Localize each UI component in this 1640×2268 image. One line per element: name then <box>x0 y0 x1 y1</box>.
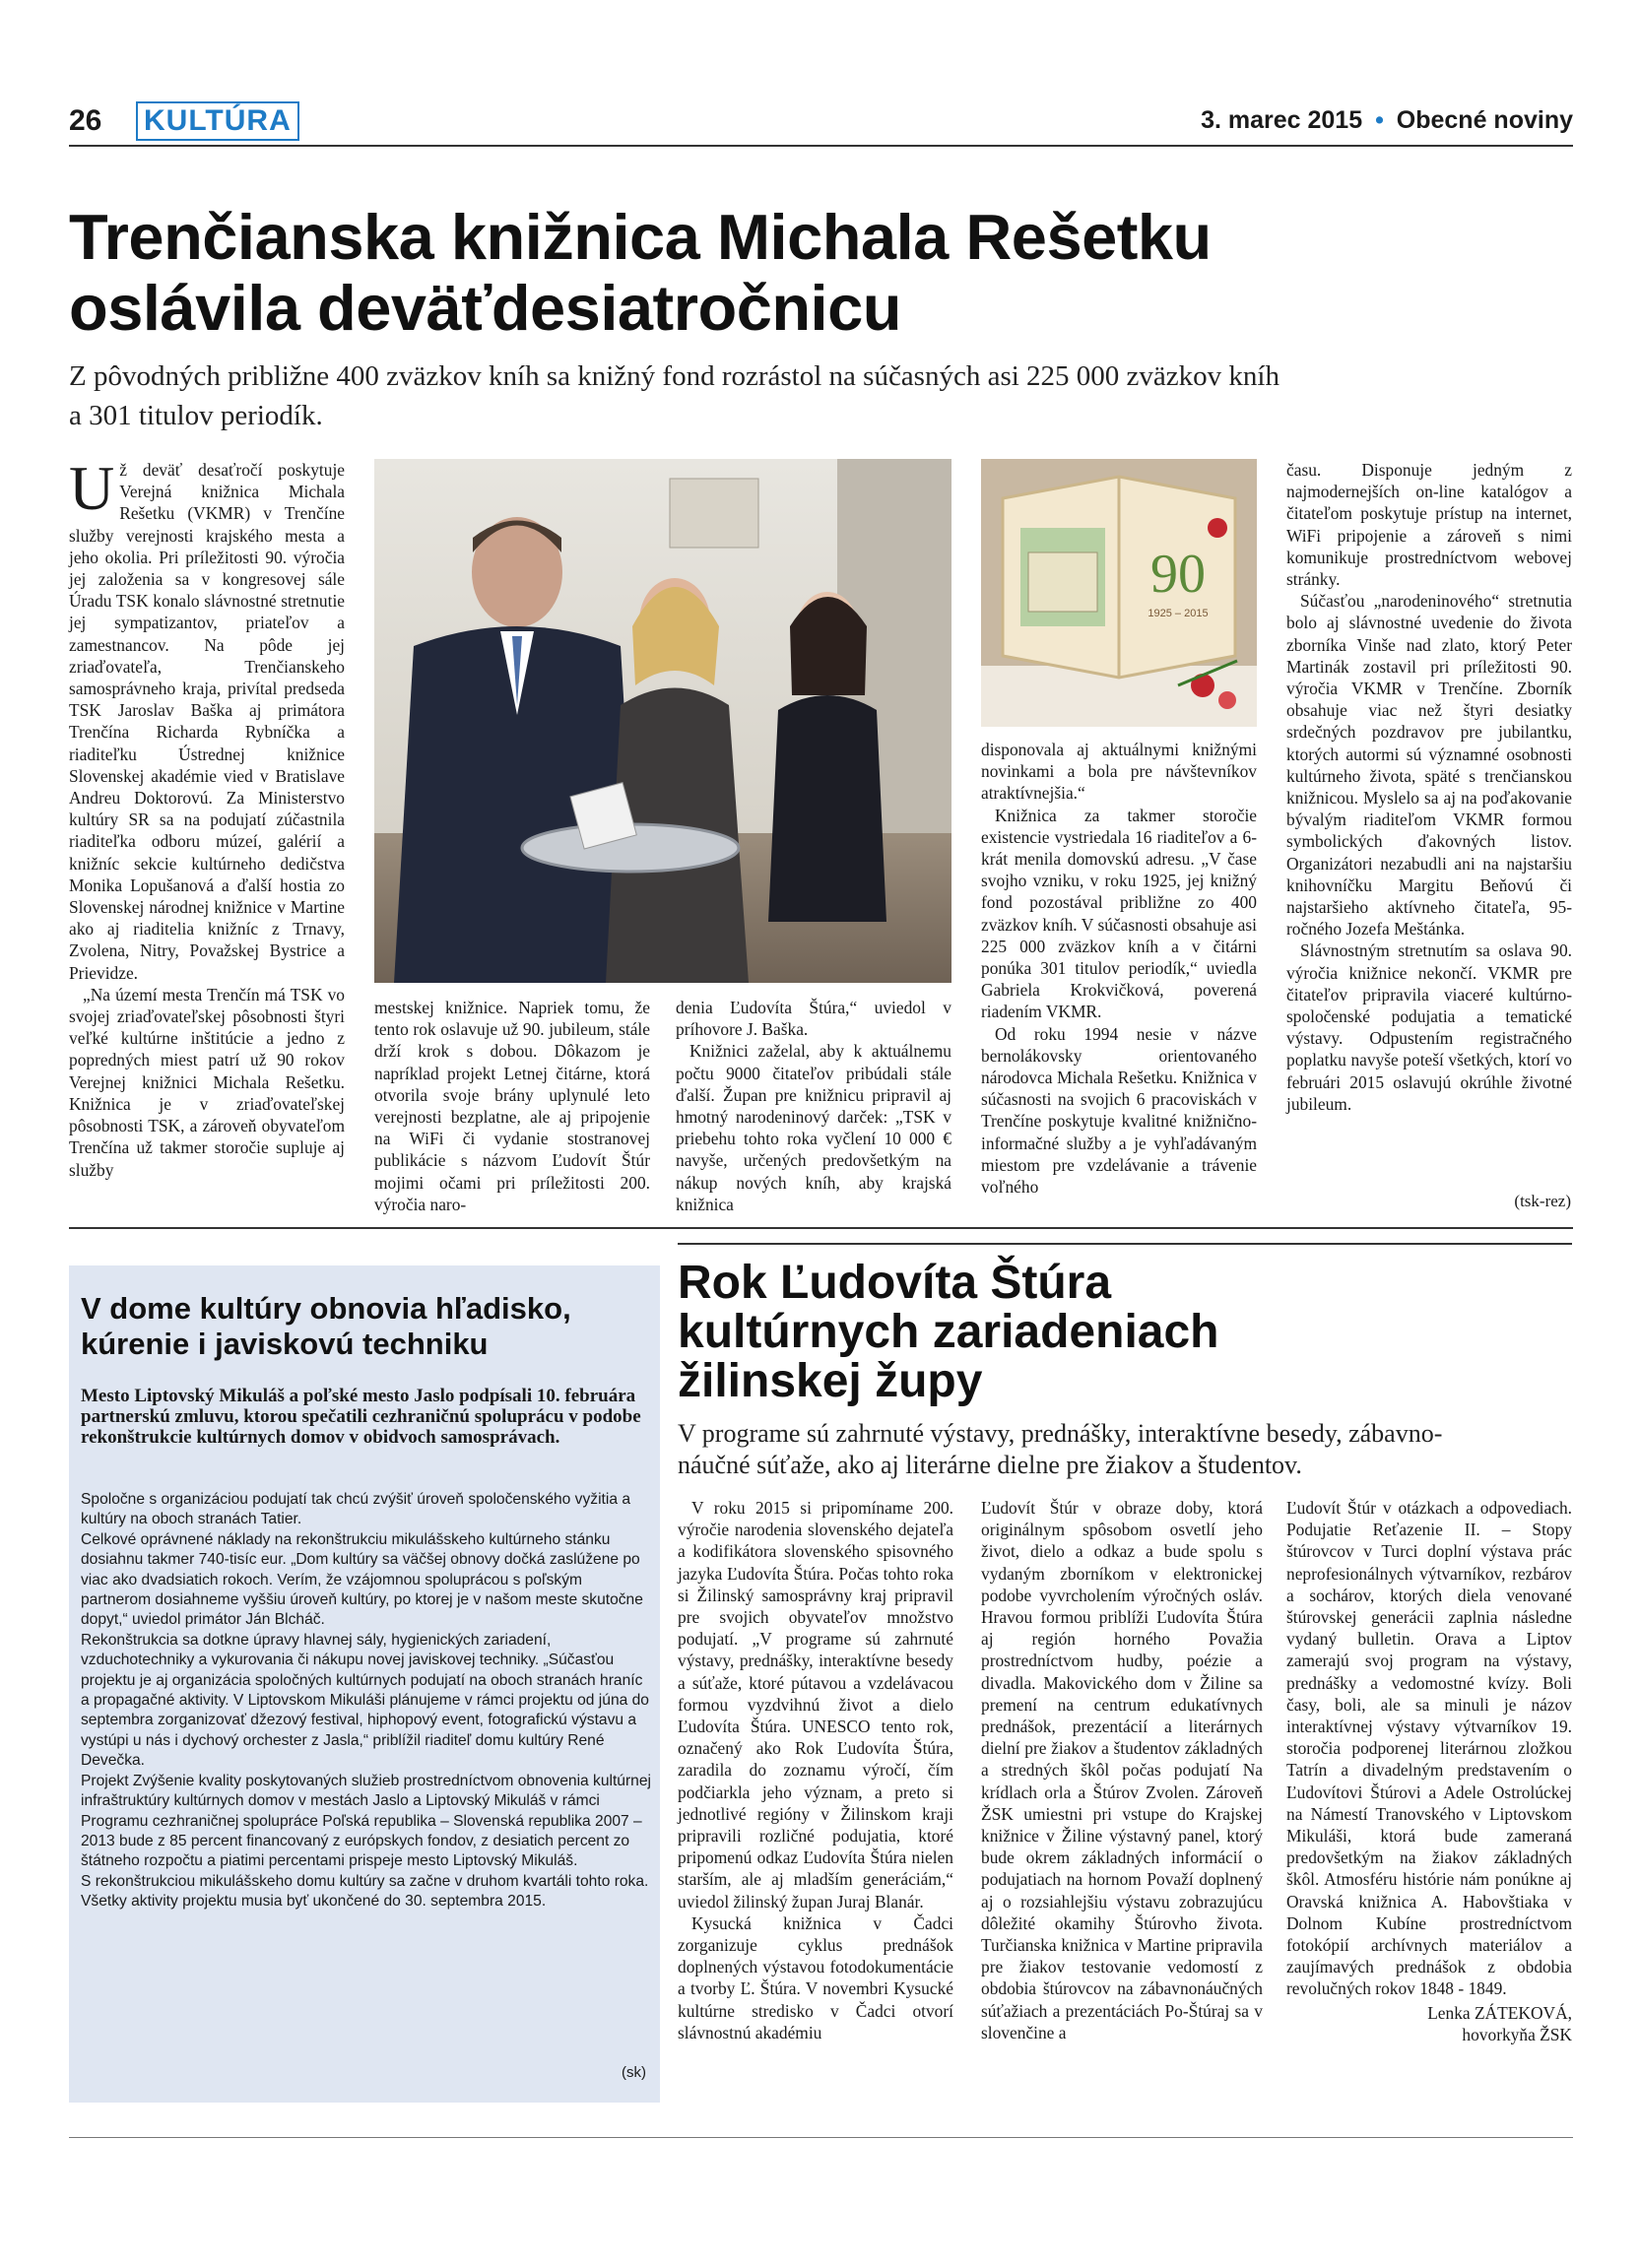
masthead-info <box>1201 106 1573 135</box>
signature-name: Lenka ZÁTEKOVÁ, <box>1427 2002 1572 2023</box>
cake-photo <box>981 459 1257 727</box>
box-article <box>69 1265 660 2103</box>
second-article-column-3 <box>1286 1497 1572 2045</box>
box-article-lead: Mesto Liptovský Mikuláš a poľské mesto Jaslo podpísali 10. februára partnerskú zmluvu, ktorou spečatili cezhraničnú spoluprácu v podobe rekonštrukcie kultúrnych domov v obidvoch samosprávach. <box>81 1386 641 1448</box>
second-title-line-2: kultúrnych zariadeniach <box>678 1306 1219 1358</box>
main-article-signature: (tsk-rez) <box>1514 1192 1571 1210</box>
main-article-column-2 <box>374 997 650 1215</box>
paragraph: Od roku 1994 nesie v názve bernolákovsky orientovaného národovca Michala Rešetku. Knižnica v súčasnosti na svojich 6 pracoviskách v Trenčíne poskytuje kvalitné knižnično-informačné služby a je vyhľadávaným miestom pre vzdelávanie a trávenie voľného <box>981 1023 1257 1198</box>
paragraph: mestskej knižnice. Napriek tomu, že tento rok oslavuje už 90. jubileum, stále drží krok s dobou. Dôkazom je napríklad projekt Letnej čitárne, ktorá otvorila svoje brány uplynulé leto verejnosti bezplatne, ale aj pripojenie na WiFi či vydanie stostranovej publikácie s názvom Ľudovít Štúr mojimi očami pri príležitosti 200. výročia naro- <box>374 998 650 1214</box>
publication-name: Obecné noviny <box>1396 106 1573 134</box>
second-article-subtitle <box>678 1418 1572 1481</box>
box-paragraph: Rekonštrukcia sa dotkne úpravy hlavnej sály, hygienických zariadení, vzduchotechniky a vykurovania či nákupu novej javiskovej techniky. „Súčasťou projektu je aj organizácia spoločných kultúrnych podujatí na oboch stranách hraníc a propagačné aktivity. V Liptovskom Mikuláši plánujeme v rámci projektu od júna do septembra zorganizovať džezový festival, hiphopový event, fotografickú výstavu a vystúpi u nás i dychový orchester z Jasla,“ priblížil riaditeľ domu kultúry René Devečka. <box>81 1631 649 1770</box>
main-article-title <box>69 202 1212 344</box>
title-line-1: Trenčianska knižnica Michala Rešetku <box>69 201 1212 273</box>
paragraph: Už deväť desaťročí poskytuje Verejná knižnica Michala Rešetku (VKMR) v Trenčíne služby verejnosti krajského mesta a jeho okolia. Pri príležitosti 90. výročia jej založenia sa v kongresovej sále Úradu TSK konalo slávnostné stretnutie jej sympatizantov, priateľov a zamestnancov. Na pôde jej zriaďovateľa, Trenčianskeho samosprávneho kraja, privítal predseda TSK Jaroslav Baška aj primátora Trenčína Richarda Rybníčka a riaditeľku Ústrednej knižnice Slovenskej akadémie vied v Bratislave Andreu Doktorovú. Za Ministerstvo kultúry SR sa na podujatí zúčastnila riaditeľka odboru múzeí, galérií a knižníc sekcie kultúrneho dedičstva Monika Lopušanová a ďalší hostia zo Slovenskej národnej knižnice v Martine ako aj riaditelia knižníc z Trnavy, Zvolena, Nitry, Považskej Bystrice a Prievidze. <box>69 453 345 983</box>
paragraph: denia Ľudovíta Štúra,“ uviedol v príhovore J. Baška. <box>676 998 951 1040</box>
paragraph: Súčasťou „narodeninového“ stretnutia bolo aj slávnostné uvedenie do života zborníka Vinše nad zlato, ktorý Peter Martinák zostavil pri príležitosti 90. výročia VKMR v Trenčíne. Zborník obsahuje viac než štyri desiatky srdečných pozdravov pre jubilantku, ktorých autormi sú významné osobnosti kultúrneho života, späté s trenčianskou knižnicou. Myslelo sa aj na poďakovanie bývalým riaditeľom VKMR formou symbolických ďakovných listov. Organizátori nezabudli ani na najstaršiu knihovníčku Margitu Beňovú či najstaršieho aktívneho čitateľa, 95-ročného Jozefa Meštánka. <box>1286 591 1572 940</box>
box-title-line-1: V dome kultúry obnovia hľadisko, <box>81 1291 571 1326</box>
article-divider <box>69 1227 1573 1229</box>
main-article-column-3 <box>676 997 951 1215</box>
paragraph: Knižnica za takmer storočie existencie vystriedala 16 riaditeľov a 6-krát menila domovskú adresu. „V čase svojho vzniku, v roku 1925, jej knižný fond pozostával približne zo 400 zväzkov kníh. V súčasnosti obsahuje asi 225 000 zväzkov kníh a v čitárni ponúka 301 titulov periodík,“ uviedla Gabriela Krokvičková, poverená riadením VKMR. <box>981 805 1257 1022</box>
paragraph: disponovala aj aktuálnymi knižnými novinkami a bola pre návštevníkov atraktívnejšia.“ <box>981 740 1257 804</box>
paragraph: Slávnostným stretnutím sa oslava 90. výročia knižnice nekončí. VKMR pre čitateľov pripravila viaceré kultúrno-spoločenské podujatia a tematické výstavy. Odpustením registračného poplatku navyše poteší všetkých, ktorí vo februári 2015 oslavujú okrúhle životné jubileum. <box>1286 940 1572 1114</box>
paragraph: Ľudovít Štúr v obraze doby, ktorá originálnym spôsobom osvetlí jeho život, dielo a odkaz a bude spolu s vydaným zborníkom v elektronickej podobe vyvrcholením výročných osláv. Hravou formou priblíži Ľudovíta Štúra aj región horného Považia prostredníctvom hudby, poézie a divadla. Makovického dom v Žiline sa premení na centrum edukatívnych prednášok, prezentácií a literárnych dielní pre žiakov a študentov základných a stredných škôl počas podujatí Na krídlach orla a Štúrov Zvolen. Zároveň ŽSK umiestni pri vstupe do Krajskej knižnice v Žiline výstavný panel, ktorý bude okrem základných informácií o podujatiach na hornom Považí doplnený aj o rozsiahlejšiu výstavu zobrazujúcu dôležité okamihy Štúrovho života. Turčianska knižnica v Martine pripravila pre žiakov testovanie vedomostí z obdobia štúrovcov na zábavnonáučných súťažiach a prezentáciách Po-Štúraj sa v slovenčine a <box>981 1498 1263 2042</box>
box-article-title <box>81 1291 648 1362</box>
paragraph: času. Disponuje jedným z najmodernejších on-line katalógov a čitateľom poskytuje prístup na internet, WiFi pripojenie a zároveň s nimi komunikuje prostredníctvom webovej stránky. <box>1286 460 1572 590</box>
ceremony-photo <box>374 459 951 983</box>
drop-cap: U <box>69 453 115 523</box>
main-article-column-1 <box>69 453 345 1181</box>
footer-divider <box>69 2137 1573 2138</box>
title-line-2: oslávila deväťdesiatročnicu <box>69 272 901 344</box>
second-title-line-1: Rok Ľudovíta Štúra <box>678 1257 1112 1309</box>
subtitle-line-1: Z pôvodných približne 400 zväzkov kníh sa knižný fond rozrástol na súčasných asi 225 000 zväzkov kníh <box>69 360 1279 392</box>
page-number: 26 <box>69 104 102 137</box>
cake-number: 90 <box>1150 544 1206 605</box>
main-article-column-4 <box>981 739 1257 1198</box>
header-divider <box>69 145 1573 147</box>
section-label: KULTÚRA <box>136 101 299 141</box>
second-article-signature <box>1286 2002 1572 2045</box>
subtitle-line-2: a 301 titulov periodík. <box>69 400 323 431</box>
second-subtitle-line-1: V programe sú zahrnuté výstavy, prednášky, interaktívne besedy, zábavno- <box>678 1419 1443 1448</box>
paragraph: „Na území mesta Trenčín má TSK vo svojej zriaďovateľskej pôsobnosti štyri veľké kultúrne inštitúcie a jedno z popredných miest patrí už 90 rokov Verejnej knižnici Michala Rešetku. Knižnica je v zriaďovateľskej pôsobnosti TSK, a zároveň obyvateľom Trenčína už takmer storočie supluje aj služby <box>69 984 345 1180</box>
paragraph: V roku 2015 si pripomíname 200. výročie narodenia slovenského dejateľa a kodifikátora slovenského spisovného jazyka Ľudovíta Štúra. Počas tohto roka si Žilinský samosprávny kraj pripravil pre svojich obyvateľov množstvo podujatí. „V programe sú zahrnuté výstavy, prednášky, interaktívne besedy a súťaže, ktoré pútavou a vzdelávacou formou vyzdvihnú život a dielo Ľudovíta Štúra. UNESCO tento rok, označený ako Rok Ľudovíta Štúra, zaradila do zoznamu výročí, čím podčiarkla jeho význam, a preto si jednotlivé regióny v Žilinskom kraji pripravili rozličné podujatia, ktoré pripomenú odkaz Ľudovíta Štúra nielen starším, ale aj mladším generáciám,“ uviedol žilinský župan Juraj Blanár. <box>678 1498 953 1912</box>
box-paragraph: Projekt Zvýšenie kvality poskytovaných služieb prostredníctvom obnovenia kultúrnej infraštruktúry kultúrnych domov v mestách Jaslo a Liptovský Mikuláš v rámci Programu cezhraničnej spolupráce Poľská republika – Slovenská republika 2007 – 2013 bude z 85 percent financovaný z európskych fondov, z desiatich percent zo štátneho rozpočtu a piatimi percentami prispeje mesto Liptovský Mikuláš. <box>81 1772 651 1870</box>
second-article-top-rule <box>678 1243 1572 1245</box>
box-signature: (sk) <box>622 2064 646 2081</box>
separator-bullet: • <box>1375 106 1384 134</box>
main-article-subtitle <box>69 356 1279 435</box>
cake-years: 1925 – 2015 <box>1148 608 1209 619</box>
second-title-line-3: žilinskej župy <box>678 1355 983 1407</box>
main-article-column-5 <box>1286 459 1572 1115</box>
second-article-column-2 <box>981 1497 1263 2043</box>
box-paragraph: Spoločne s organizáciou podujatí tak chcú zvýšiť úroveň spoločenského vyžitia a kultúry na oboch stranách Tatier. <box>81 1491 631 1528</box>
box-title-line-2: kúrenie i javiskovú techniku <box>81 1327 489 1361</box>
paragraph: Ľudovít Štúr v otázkach a odpovediach. Podujatie Reťazenie II. – Stopy štúrovcov v Turci doplní výstava prác neprofesionálnych výtvarníkov, rezbárov a sochárov, ktorých diela venované štúrovskej generácii zaplnia následne vydaný bulletin. Orava a Liptov zamerajú svoj program na výstavy, prednášky a vedomostné kvízy. Boli časy, boli, ale sa minuli je názov interaktívnej výstavy výtvarníkov 19. storočia podporenej literárnou zložkou Tatrín a divadelným predstavením o Ľudovítovi Štúrovi a Adele Ostrolúckej na Námestí Tranovského v Liptovskom Mikuláši, ktorá bude zameraná predovšetkým na žiakov základných škôl. Atmosféru histórie nám ponúkne aj Oravská knižnica A. Habovštiaka v Dolnom Kubíne prostredníctvom fotokópií archívnych materiálov a zaujímavých prednášok z obdobia revolučných rokov 1848 - 1849. <box>1286 1498 1572 1999</box>
box-paragraph: Celkové oprávnené náklady na rekonštrukciu mikulášskeho kultúrneho stánku dosiahnu takmer 740-tisíc eur. „Dom kultúry sa väčšej obnovy dočká zaslúžene po viac ako dvadsiatich rokoch. Verím, že vzájomnou spoluprácou s poľským partnerom dosiahneme vyššiu úroveň kultúry, po ktorej je v našom meste skutočne dopyt,“ uviedol primátor Ján Blcháč. <box>81 1530 643 1629</box>
issue-date: 3. marec 2015 <box>1201 106 1363 134</box>
signature-role: hovorkyňa ŽSK <box>1462 2024 1572 2044</box>
second-article-column-1 <box>678 1497 953 2043</box>
second-article-title <box>678 1259 1572 1406</box>
box-article-body <box>81 1490 652 1912</box>
second-subtitle-line-2: náučné súťaže, ako aj literárne dielne pre žiakov a študentov. <box>678 1451 1302 1479</box>
box-paragraph: S rekonštrukciou mikulášskeho domu kultúry sa začne v druhom kvartáli tohto roka. Všetky aktivity projektu musia byť ukončené do 30. septembra 2015. <box>81 1872 649 1911</box>
paragraph: Knižnici zaželal, aby k aktuálnemu počtu 9000 čitateľov pribúdali stále ďalší. Župan pre knižnicu pripravil aj hmotný narodeninový darček: „TSK v priebehu tohto roka vyčlení 10 000 € navyše, určených predovšetkým na nákup nových kníh, aby krajská knižnica <box>676 1041 951 1214</box>
paragraph: Kysucká knižnica v Čadci zorganizuje cyklus prednášok doplnených výstavou fotodokumentácie a tvorby Ľ. Štúra. V novembri Kysucké kultúrne stredisko v Čadci otvorí slávnostnú akadémiu <box>678 1912 953 2042</box>
